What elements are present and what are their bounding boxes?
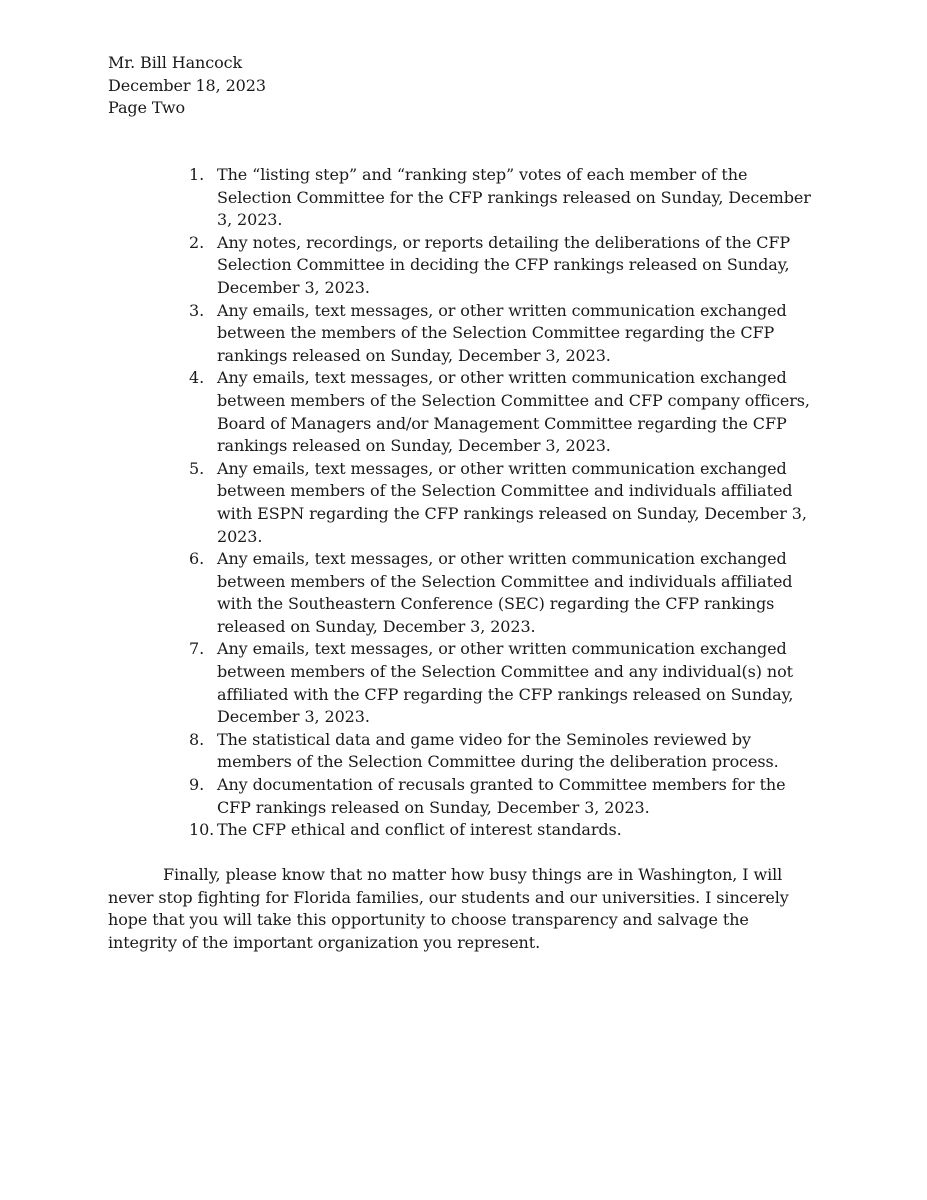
list-item-text: The CFP ethical and conflict of interest standards. xyxy=(217,820,622,840)
list-item-number: 4. xyxy=(189,368,205,388)
list-item xyxy=(189,548,811,638)
list-item-text: Any emails, text messages, or other written communication exchanged between members of the Selection Committee and any individual(s) not affiliated with the CFP regarding the CFP rankings released on Sunday, December 3, 2023. xyxy=(217,639,794,727)
list-item-number: 1. xyxy=(189,165,205,184)
list-item-text: Any notes, recordings, or reports detailing the deliberations of the CFP Selection Committee in deciding the CFP rankings released on Sunday, December 3, 2023. xyxy=(217,232,791,297)
list-item xyxy=(189,164,811,232)
letter-header xyxy=(108,52,266,120)
recipient-name: Mr. Bill Hancock xyxy=(108,53,243,72)
letter-date: December 18, 2023 xyxy=(108,75,266,95)
list-item-number: 7. xyxy=(189,639,205,659)
list-item-number: 3. xyxy=(189,300,205,320)
list-item-text: Any emails, text messages, or other written communication exchanged between members of the Selection Committee and CFP company officers, Board of Managers and/or Management Committee regarding the CFP rankings released on Sunday, December 3, 2023. xyxy=(217,368,810,456)
list-item-text: Any emails, text messages, or other written communication exchanged between members of the Selection Committee and individuals affiliated with ESPN regarding the CFP rankings released on Sunday, December 3, 2023. xyxy=(217,458,807,546)
closing-paragraph: Finally, please know that no matter how busy things are in Washington, I will never stop fighting for Florida families, our students and our universities. I sincerely hope that you will take this opportunity to choose transparency and salvage the integrity of the important organization you represent. xyxy=(108,865,789,952)
list-item-text: The “listing step” and “ranking step” votes of each member of the Selection Committee for the CFP rankings released on Sunday, December 3, 2023. xyxy=(217,165,811,230)
list-item-number: 2. xyxy=(189,232,205,252)
list-item xyxy=(189,367,811,457)
list-item xyxy=(189,232,811,300)
list-item-number: 8. xyxy=(189,729,205,749)
list-item-number: 9. xyxy=(189,775,205,795)
list-item-text: Any emails, text messages, or other written communication exchanged between members of the Selection Committee and individuals affiliated with the Southeastern Conference (SEC) regarding the CFP rankings released on Sunday, December 3, 2023. xyxy=(217,549,793,636)
list-item-number: 10. xyxy=(189,820,215,840)
list-item xyxy=(189,729,811,774)
list-item xyxy=(189,774,811,819)
list-item-number: 5. xyxy=(189,458,205,478)
list-item xyxy=(189,458,811,548)
list-item xyxy=(189,638,811,728)
list-item-number: 6. xyxy=(189,549,205,569)
list-item xyxy=(189,819,811,842)
list-item-text: The statistical data and game video for the Seminoles reviewed by members of the Selection Committee during the deliberation process. xyxy=(217,729,779,772)
list-item xyxy=(189,300,811,368)
list-item-text: Any emails, text messages, or other written communication exchanged between the members of the Selection Committee regarding the CFP rankings released on Sunday, December 3, 2023. xyxy=(217,300,787,365)
list-item-text: Any documentation of recusals granted to Committee members for the CFP rankings released on Sunday, December 3, 2023. xyxy=(217,775,786,817)
document-request-list xyxy=(189,164,811,842)
page-number-label: Page Two xyxy=(108,98,186,118)
